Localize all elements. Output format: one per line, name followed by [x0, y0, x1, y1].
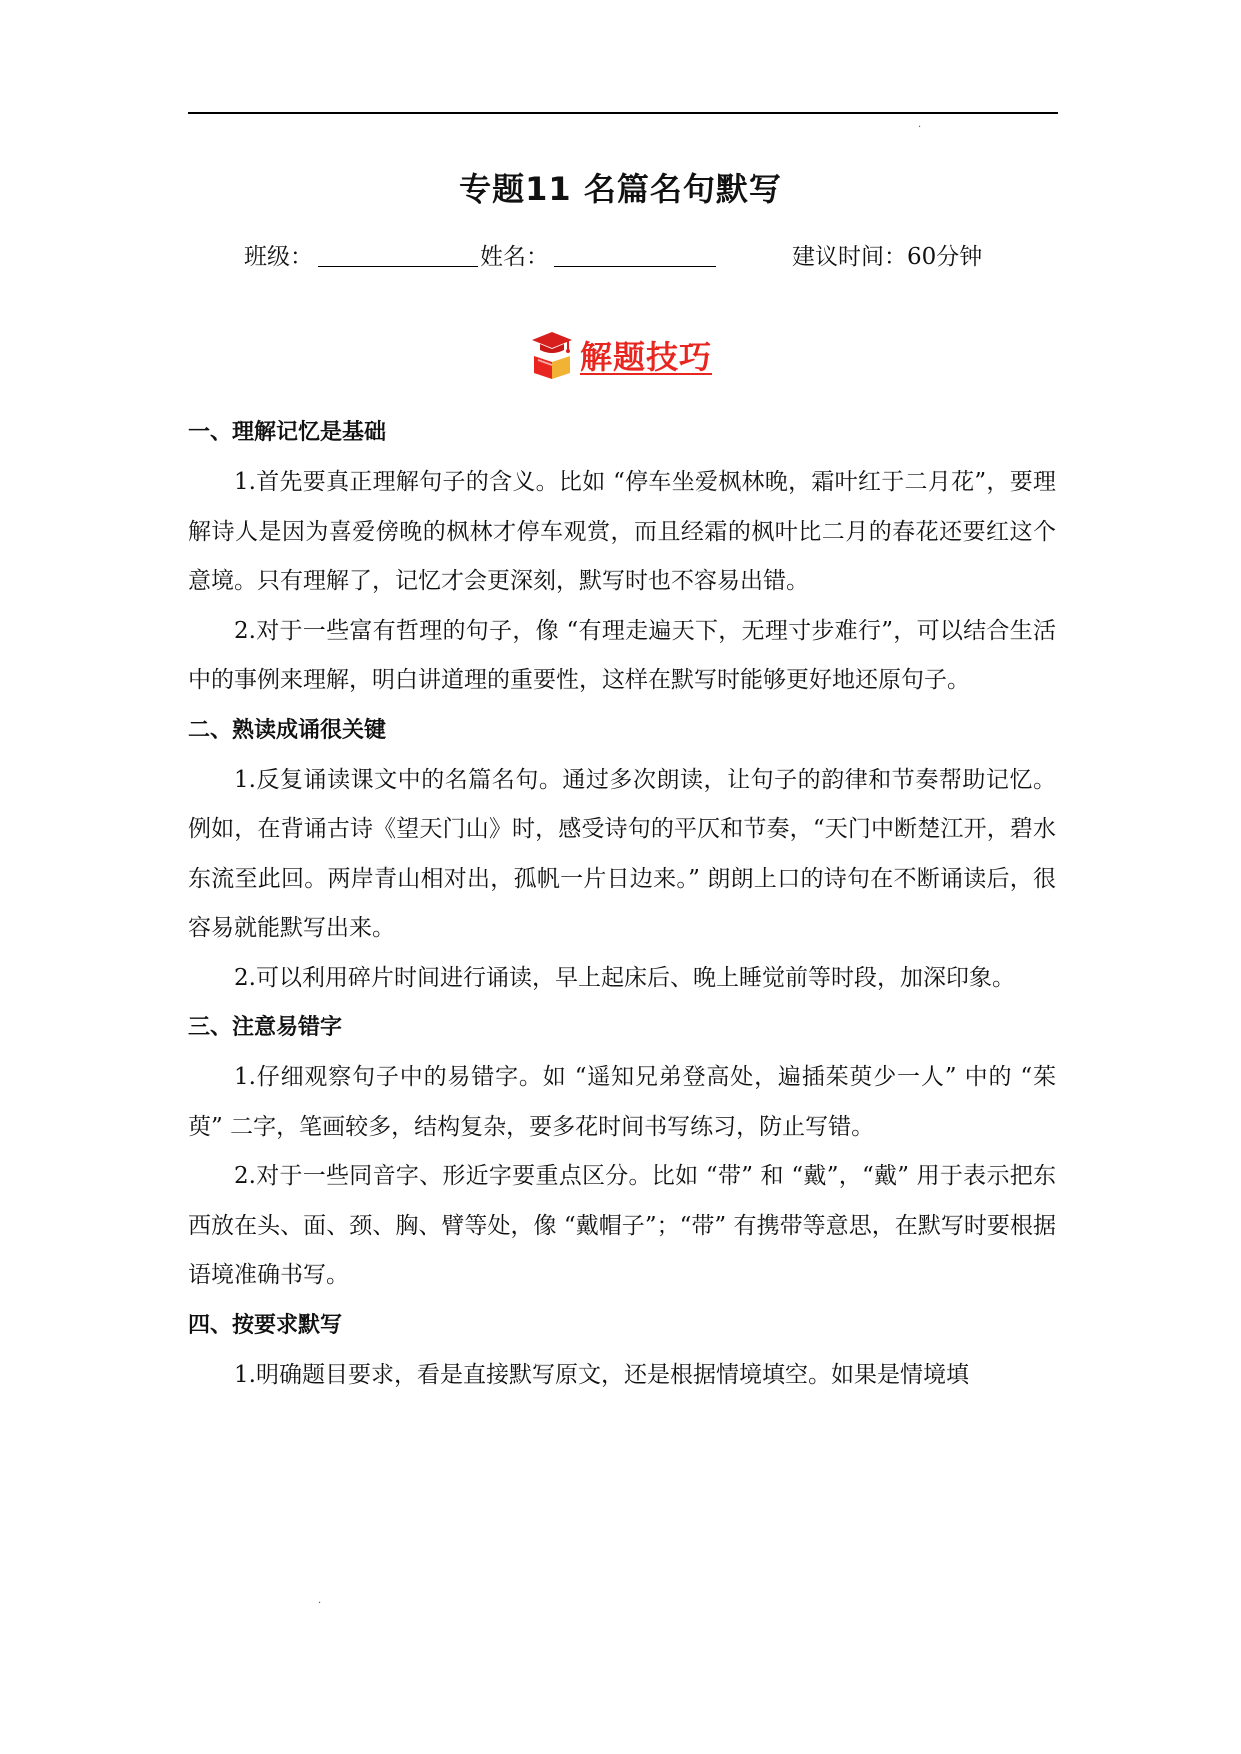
section-heading: 四、按要求默写: [188, 1312, 343, 1338]
graduation-cap-book-icon: [530, 330, 574, 380]
header-dot: ·: [918, 122, 922, 133]
suggested-time: 建议时间：60分钟: [792, 244, 983, 270]
tips-banner: [530, 330, 712, 380]
class-label: 班级：: [244, 244, 313, 270]
paragraph: 1.反复诵读课文中的名篇名句。通过多次朗读，让句子的韵律和节奏帮助记忆。例如，在背诵古诗《望天门山》时，感受诗句的平仄和节奏，“天门中断楚江开，碧水东流至此回。两岸青山相对出，孤帆一片日边来。” 朗朗上口的诗句在不断诵读后，很容易就能默写出来。: [188, 766, 1056, 941]
section-heading: 一、理解记忆是基础: [188, 420, 387, 445]
footer-dot: ·: [318, 1598, 322, 1609]
paragraph: 2.对于一些富有哲理的句子，像 “有理走遍天下，无理寸步难行”，可以结合生活中的事例来理解，明白讲道理的重要性，这样在默写时能够更好地还原句子。: [188, 617, 1056, 693]
student-info-row: [0, 238, 1241, 278]
header-rule: [188, 112, 1058, 114]
paragraph: 1.首先要真正理解句子的含义。比如 “停车坐爱枫林晚，霜叶红于二月花”，要理解诗人是因为喜爱傍晚的枫林才停车观赏，而且经霜的枫叶比二月的春花还要红这个意境。只有理解了，记忆才会更深刻，默写时也不容易出错。: [188, 469, 1056, 594]
name-label: 姓名：: [480, 244, 549, 270]
paragraph: 1.明确题目要求，看是直接默写原文，还是根据情境填空。如果是情境填: [234, 1361, 969, 1388]
paragraph: 1.仔细观察句子中的易错字。如 “遥知兄弟登高处，遍插茱萸少一人” 中的 “茱萸” 二字，笔画较多，结构复杂，要多花时间书写练习，防止写错。: [188, 1064, 1056, 1140]
tips-banner-title: 解题技巧: [580, 338, 713, 376]
page-title: 专题11 名篇名句默写: [459, 170, 782, 208]
name-field[interactable]: [554, 266, 716, 267]
paragraph: 2.可以利用碎片时间进行诵读，早上起床后、晚上睡觉前等时段，加深印象。: [234, 964, 1015, 991]
section-heading: 二、熟读成诵很关键: [188, 717, 387, 743]
section-heading: 三、注意易错字: [188, 1015, 343, 1040]
paragraph: 2.对于一些同音字、形近字要重点区分。比如 “带” 和 “戴”，“戴” 用于表示把东西放在头、面、颈、胸、臂等处，像 “戴帽子”；“带” 有携带等意思，在默写时要根据语境准确书写。: [188, 1163, 1056, 1288]
class-field[interactable]: [318, 266, 478, 267]
document-body: [188, 408, 1056, 1400]
